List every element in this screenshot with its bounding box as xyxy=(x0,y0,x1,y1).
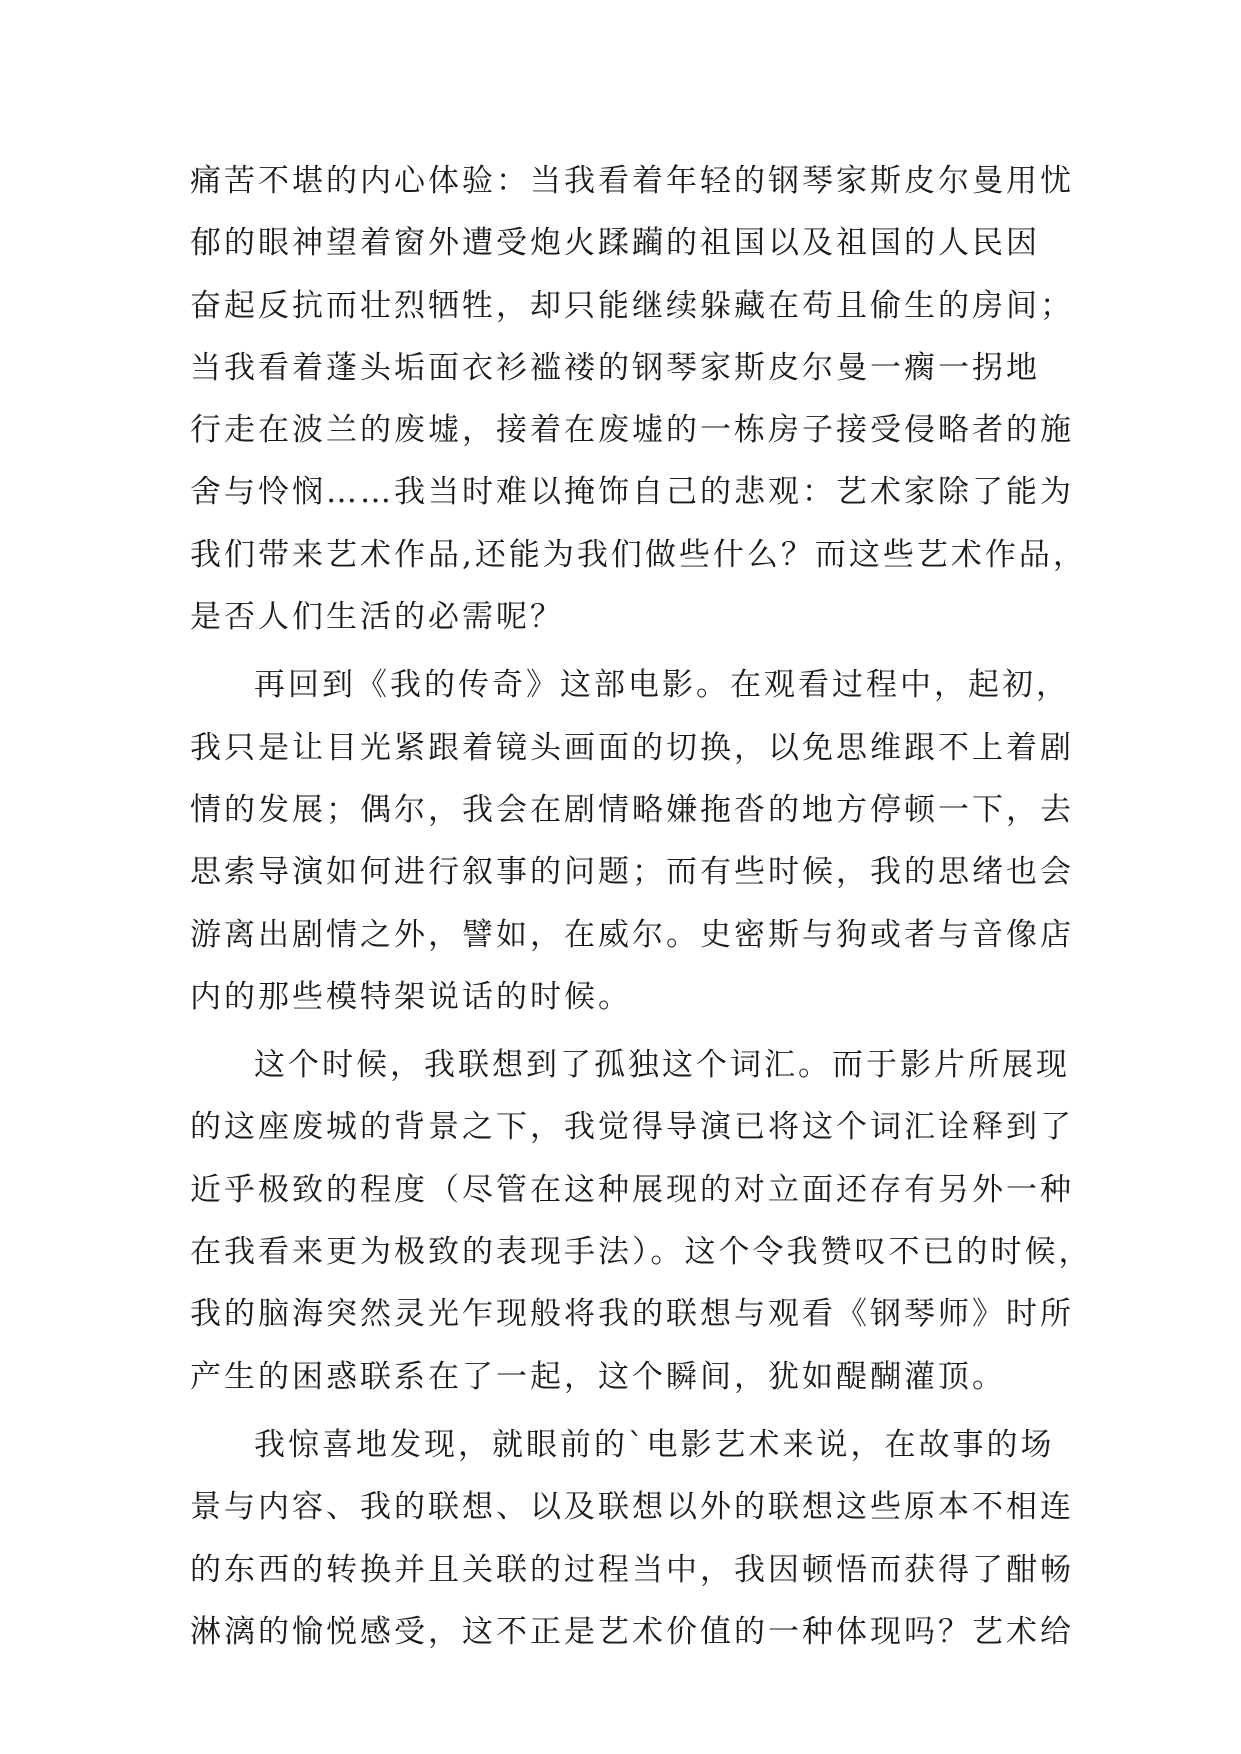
text-line: 郁的眼神望着窗外遭受炮火蹂躏的祖国以及祖国的人民因 xyxy=(190,225,1040,262)
text-line: 我惊喜地发现，就眼前的`电影艺术来说，在故事的场 xyxy=(254,1426,1055,1463)
text-line: 这个时候，我联想到了孤独这个词汇。而于影片所展现 xyxy=(254,1047,1070,1084)
text-line: 产生的困惑联系在了一起，这个瞬间，犹如醍醐灌顶。 xyxy=(190,1358,1006,1395)
text-line: 近乎极致的程度（尽管在这种展现的对立面还存有另外一种 xyxy=(190,1171,1074,1208)
text-line: 淋漓的愉悦感受，这不正是艺术价值的一种体现吗？艺术给 xyxy=(190,1613,1074,1650)
text-line: 我只是让目光紧跟着镜头画面的切换，以免思维跟不上着剧 xyxy=(190,729,1074,766)
paragraph-2 xyxy=(190,654,1074,1028)
document-body xyxy=(190,150,1093,1663)
text-line: 再回到《我的传奇》这部电影。在观看过程中，起初， xyxy=(254,667,1070,704)
text-line: 是否人们生活的必需呢？ xyxy=(190,599,564,636)
text-line: 内的那些模特架说话的时候。 xyxy=(190,978,632,1015)
text-line: 奋起反抗而壮烈牺牲，却只能继续躲藏在苟且偷生的房间； xyxy=(190,287,1074,324)
text-line: 的这座废城的背景之下，我觉得导演已将这个词汇诠释到了 xyxy=(190,1109,1074,1146)
text-line: 当我看着蓬头垢面衣衫褴褛的钢琴家斯皮尔曼一瘸一拐地 xyxy=(190,349,1040,386)
paragraph-1 xyxy=(190,150,1087,648)
text-line: 痛苦不堪的内心体验：当我看着年轻的钢琴家斯皮尔曼用忧 xyxy=(190,163,1074,199)
text-line: 舍与怜悯……我当时难以掩饰自己的悲观：艺术家除了能为 xyxy=(190,474,1074,511)
text-line: 在我看来更为极致的表现手法）。这个令我赞叹不已的时候， xyxy=(190,1234,1093,1271)
text-line: 的东西的转换并且关联的过程当中，我因顿悟而获得了酣畅 xyxy=(190,1551,1074,1588)
text-line: 情的发展；偶尔，我会在剧情略嫌拖沓的地方停顿一下，去 xyxy=(190,791,1074,828)
text-line: 行走在波兰的废墟，接着在废墟的一栋房子接受侵略者的施 xyxy=(190,412,1074,449)
paragraph-4 xyxy=(190,1414,1074,1663)
text-line: 景与内容、我的联想、以及联想以外的联想这些原本不相连 xyxy=(190,1489,1074,1526)
text-line: 思索导演如何进行叙事的问题；而有些时候，我的思绪也会 xyxy=(190,854,1074,891)
paragraph-3 xyxy=(190,1034,1093,1408)
text-line: 游离出剧情之外，譬如，在威尔。史密斯与狗或者与音像店 xyxy=(190,916,1074,953)
text-line: 我们带来艺术作品,还能为我们做些什么？而这些艺术作品， xyxy=(190,536,1087,573)
text-line: 我的脑海突然灵光乍现般将我的联想与观看《钢琴师》时所 xyxy=(190,1296,1074,1333)
